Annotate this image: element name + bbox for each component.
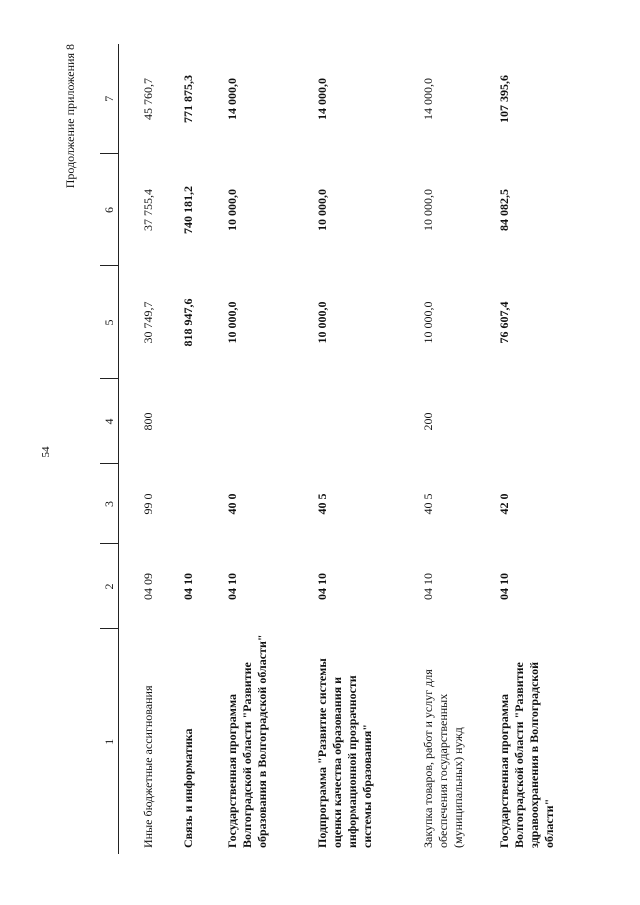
amount-cell-col7: 771 875,3 xyxy=(181,75,195,123)
table-row xyxy=(181,44,225,854)
header-cell: 3 xyxy=(100,464,119,544)
program-code-cell: 42 0 xyxy=(497,493,511,515)
header-cell: 6 xyxy=(100,154,119,266)
section-code-cell: 04 10 xyxy=(225,573,239,600)
amount-cell-col6: 10 000,0 xyxy=(421,189,435,231)
section-code-cell: 04 09 xyxy=(141,573,155,600)
amount-cell-col6: 37 755,4 xyxy=(141,189,155,231)
amount-cell-col7: 14 000,0 xyxy=(421,78,435,120)
budget-table xyxy=(100,44,565,854)
expense-type-cell xyxy=(225,379,315,464)
row-name-cell: Государственная программа Волгоградской области "Развитие образования в Волгоградской области" xyxy=(225,634,269,848)
program-code-cell: 40 5 xyxy=(315,493,329,515)
section-code-cell: 04 10 xyxy=(497,573,511,600)
table-row xyxy=(421,44,497,854)
section-code-cell: 04 10 xyxy=(181,573,195,600)
section-code-cell: 04 10 xyxy=(421,573,435,600)
section-code-cell: 04 10 xyxy=(315,573,329,600)
amount-cell-col5: 30 749,7 xyxy=(141,301,155,344)
amount-cell-col5: 76 607,4 xyxy=(497,301,511,344)
table-row xyxy=(225,44,315,854)
header-cell: 4 xyxy=(100,379,119,464)
row-name-cell: Иные бюджетные ассигнования xyxy=(141,685,155,848)
expense-type-cell: 800 xyxy=(141,412,155,431)
amount-cell-col7: 14 000,0 xyxy=(225,78,239,120)
continuation-caption: Продолжение приложения 8 xyxy=(63,44,77,189)
table-row xyxy=(315,44,421,854)
amount-cell-col7: 107 395,6 xyxy=(497,75,511,123)
amount-cell-col5: 10 000,0 xyxy=(315,301,329,344)
amount-cell-col6: 84 082,5 xyxy=(497,189,511,231)
amount-cell-col7: 45 760,7 xyxy=(141,78,155,120)
program-code-cell: 99 0 xyxy=(141,493,155,515)
amount-cell-col6: 10 000,0 xyxy=(315,189,329,231)
amount-cell-col5: 10 000,0 xyxy=(421,301,435,344)
expense-type-cell xyxy=(181,379,225,464)
expense-type-cell xyxy=(497,379,565,464)
program-code-cell: 40 5 xyxy=(421,493,435,515)
header-cell: 2 xyxy=(100,544,119,629)
amount-cell-col6: 10 000,0 xyxy=(225,189,239,231)
amount-cell-col7: 14 000,0 xyxy=(315,78,329,120)
amount-cell-col5: 818 947,6 xyxy=(181,298,195,347)
amount-cell-col5: 10 000,0 xyxy=(225,301,239,344)
table-row xyxy=(119,44,182,854)
amount-cell-col6: 740 181,2 xyxy=(181,186,195,234)
header-cell: 7 xyxy=(100,44,119,154)
header-row xyxy=(100,44,119,854)
rotated-sheet xyxy=(63,44,570,854)
table-row xyxy=(497,44,565,854)
row-name-cell: Подпрограмма "Развитие системы оценки качества образования и информационной прозрачности системы образования" xyxy=(315,658,374,848)
expense-type-cell xyxy=(315,379,421,464)
row-name-cell: Связь и информатика xyxy=(181,728,195,848)
row-name-cell: Закупка товаров, работ и услуг для обеспечения государственных (муниципальных) нужд xyxy=(421,669,465,848)
program-code-cell xyxy=(181,464,225,544)
page-number: 54 xyxy=(40,446,52,458)
expense-type-cell: 200 xyxy=(421,412,435,431)
row-name-cell: Государственная программа Волгоградской области "Развитие здравоохранения в Волгоградской области" xyxy=(497,661,556,848)
header-cell: 1 xyxy=(100,629,119,854)
program-code-cell: 40 0 xyxy=(225,493,239,515)
header-cell: 5 xyxy=(100,266,119,379)
